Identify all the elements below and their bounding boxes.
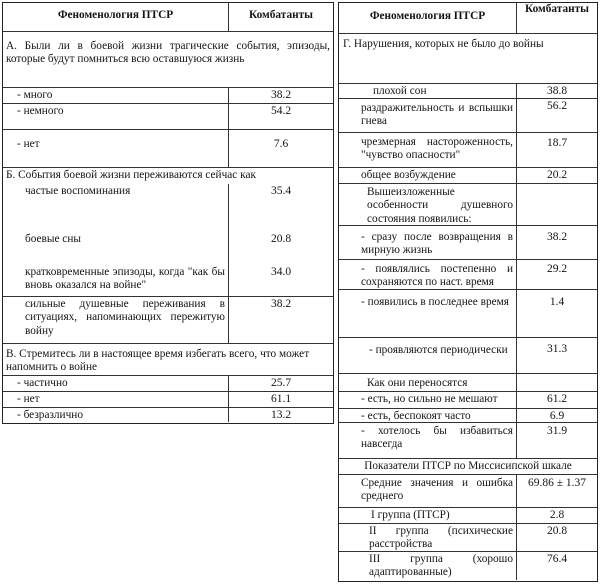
row-label: - сразу после возвращения в мирную жизнь (361, 231, 513, 257)
row-label: III группа (хорошо адаптированные) (369, 553, 513, 579)
table-row (3, 296, 333, 343)
row-label: - проявляются периодически (369, 344, 508, 356)
table-row (3, 87, 333, 103)
row-value: 29.2 (516, 260, 597, 289)
row-value: 31.9 (516, 423, 597, 458)
row-value: 76.4 (516, 552, 597, 580)
row-value: 61.2 (516, 392, 597, 408)
row-value: 31.3 (516, 338, 597, 373)
row-label: боевые сны (25, 233, 81, 245)
row-value: 13.2 (228, 408, 333, 422)
scale-heading (339, 458, 597, 474)
scale-title: Показатели ПТСР по Миссисипской шкале (364, 460, 572, 472)
row-value: 6.9 (516, 409, 597, 422)
row-label: кратковременные эпизоды, когда "как бы вновь оказался на войне" (25, 266, 225, 292)
row-label: - много (17, 89, 53, 101)
row-label: II группа (психические расстройства (369, 525, 513, 551)
table-row (3, 262, 333, 296)
empty-cell (516, 184, 597, 225)
row-label: - появились в последнее время (361, 296, 509, 308)
row-label: чрезмерная настороженность, "чувство опасности" (361, 136, 513, 162)
row-value: 7.6 (228, 130, 333, 167)
row-value: 61.1 (228, 392, 333, 407)
row-value: 20.8 (228, 232, 333, 262)
header-phenomenology: Феноменология ПТСР (57, 9, 174, 21)
row-value: 20.2 (516, 168, 597, 183)
section-b-title: Б. События боевой жизни переживаются сейчас как (6, 169, 256, 181)
row-label: Средние значения и ошибка среднего (361, 477, 513, 503)
table-row (3, 184, 333, 232)
row-value: 38.2 (228, 297, 333, 343)
left-table (2, 2, 334, 424)
section-v (3, 343, 333, 375)
row-value: 38.2 (228, 88, 333, 103)
row-label: - немного (17, 105, 64, 117)
row-value: 56.2 (516, 99, 597, 132)
row-label: I группа (ПТСР) (371, 509, 450, 521)
table-row (339, 408, 597, 422)
table-row (339, 83, 597, 98)
section-v-title: В. Стремитесь ли в настоящее время избегать всего, что может напомнить о войне (6, 348, 310, 374)
table-row (339, 337, 597, 373)
row-value: 54.2 (228, 104, 333, 129)
row-label: - есть, но сильно не мешают (361, 393, 498, 405)
row-label: - частично (17, 377, 68, 389)
row-value: 18.7 (516, 133, 597, 167)
header-combatants: Комбатанты (228, 3, 333, 31)
table-row (339, 167, 597, 183)
right-table (338, 2, 598, 582)
empty-cell (516, 374, 597, 391)
table-row (3, 103, 333, 129)
table-header (3, 3, 333, 31)
row-value: 1.4 (516, 290, 597, 337)
section-b (3, 167, 333, 184)
header-combatants: Комбатанты (516, 3, 597, 33)
table-row (339, 474, 597, 507)
table-header (339, 3, 597, 33)
appearance-heading: Вышеизложенные особенности душевного состояния появились: (367, 186, 513, 225)
row-label: - есть, беспокоят часто (361, 410, 471, 422)
table-row (339, 225, 597, 259)
row-label: - появлялись постепенно и сохраняются по наст. время (361, 263, 513, 289)
row-value: 38.2 (516, 226, 597, 259)
tolerance-heading: Как они переносятся (367, 377, 468, 389)
table-row (339, 422, 597, 458)
tolerance-heading-row (339, 373, 597, 391)
section-g-title: Г. Нарушения, которых не было до войны (343, 38, 544, 50)
table-row (3, 407, 333, 422)
row-value: 25.7 (228, 376, 333, 391)
row-label: - хотелось бы избавиться навсегда (361, 425, 513, 451)
row-label: общее возбуждение (361, 169, 456, 181)
row-label: плохой сон (373, 85, 427, 97)
table-row (339, 551, 597, 580)
row-value: 2.8 (516, 508, 597, 523)
section-a (3, 31, 333, 87)
table-row (3, 232, 333, 262)
row-value: 20.8 (516, 524, 597, 551)
row-label: - безразлично (17, 409, 83, 421)
row-value: 35.4 (228, 184, 333, 232)
section-a-title: А. Были ли в боевой жизни трагические события, эпизоды, которые будут помниться всю оставшуюся жизнь (6, 40, 330, 66)
table-row (339, 391, 597, 408)
table-row (3, 391, 333, 407)
section-g (339, 33, 597, 83)
row-label: - нет (17, 138, 40, 150)
row-value: 34.0 (228, 262, 333, 296)
table-row (3, 129, 333, 167)
table-row (3, 375, 333, 391)
header-phenomenology: Феноменология ПТСР (369, 10, 486, 22)
row-label: сильные душевные переживания в ситуациях, напоминающих пережитую войну (25, 298, 225, 337)
table-row (339, 98, 597, 132)
table-row (339, 523, 597, 551)
row-value: 69.86 ± 1.37 (516, 475, 597, 507)
table-row (339, 507, 597, 523)
row-value: 38.8 (516, 84, 597, 98)
table-row (339, 289, 597, 337)
table-row (339, 259, 597, 289)
row-label: - нет (17, 393, 40, 405)
row-label: частые воспоминания (25, 185, 131, 197)
row-label: раздражительность и вспышки гнева (361, 102, 513, 128)
table-row (339, 132, 597, 167)
appearance-heading-row (339, 183, 597, 225)
